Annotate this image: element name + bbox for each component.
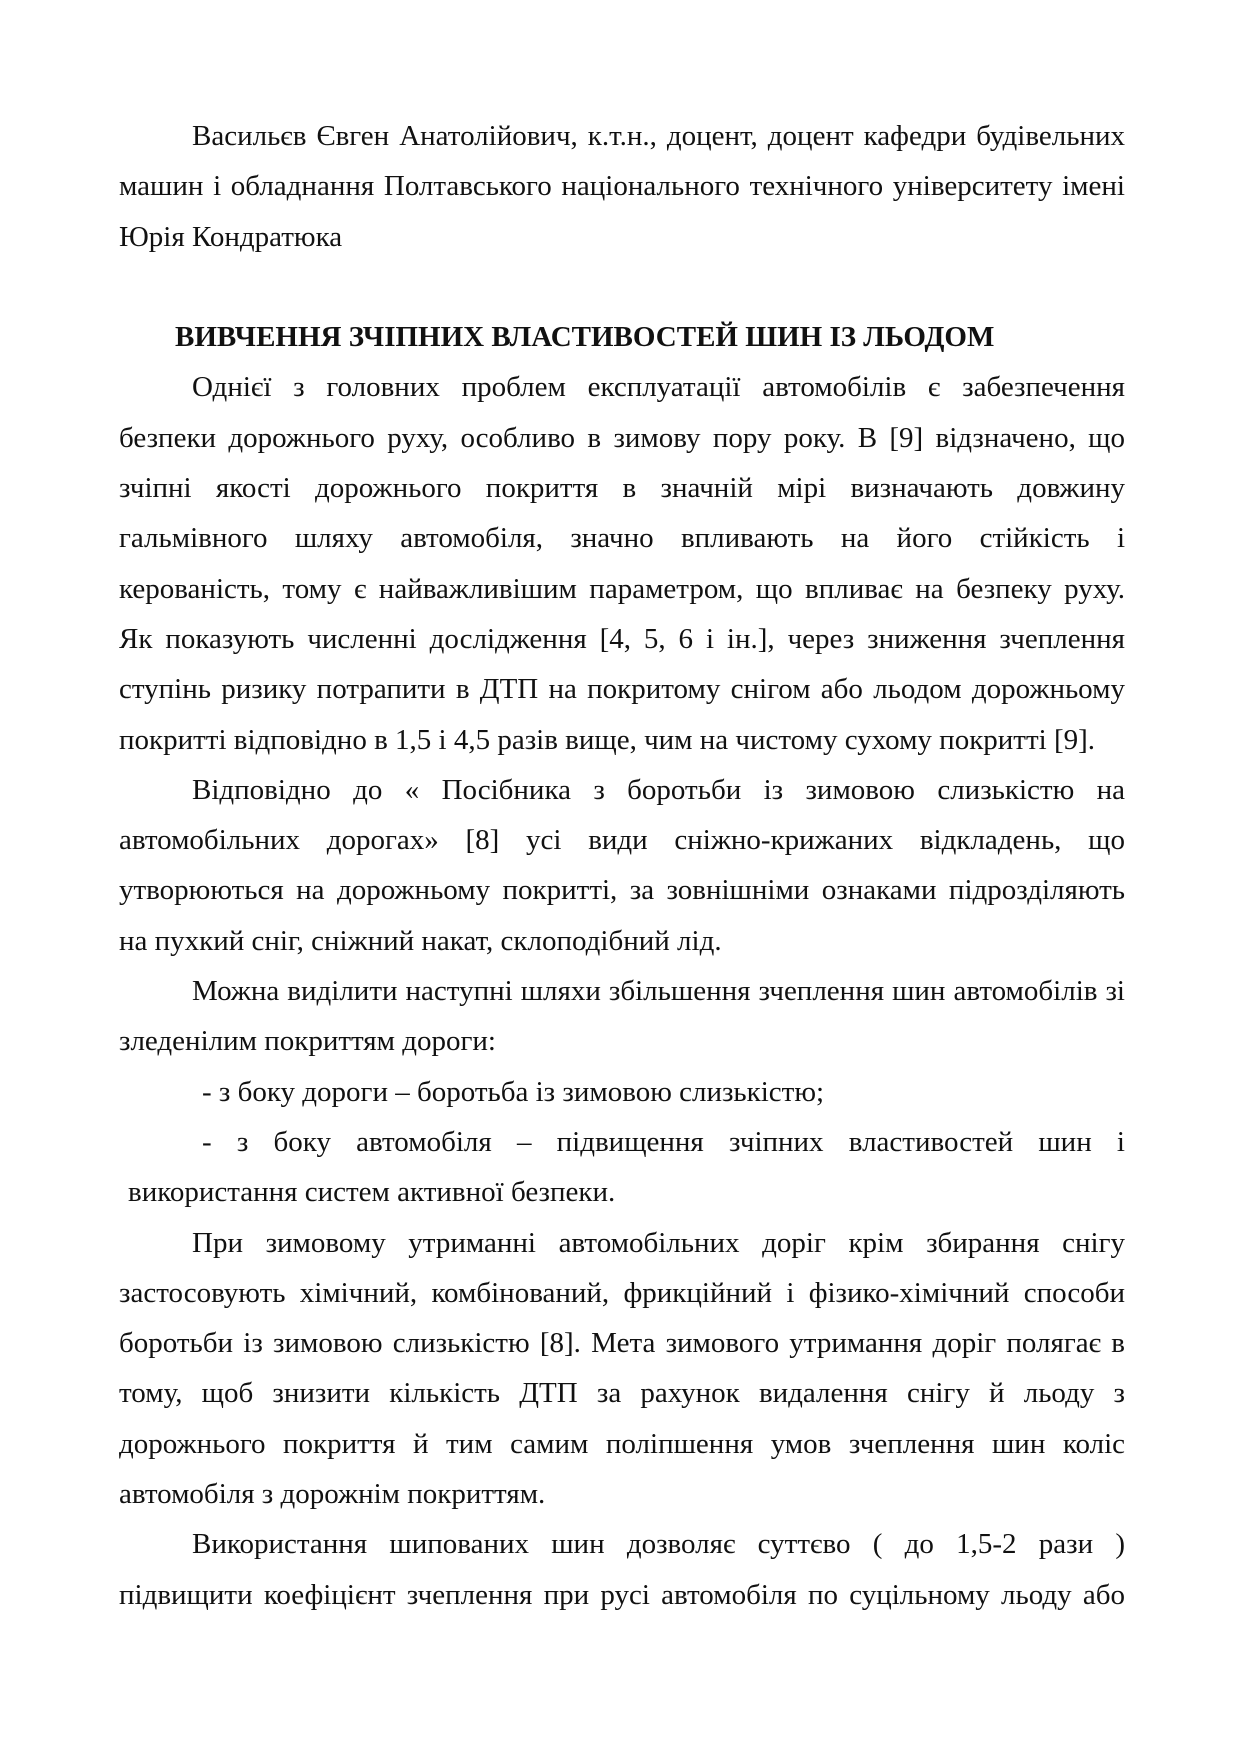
text-line: гальмівного шляху автомобіля, значно впливають на його стійкість і [119,522,1125,555]
text-line: Васильєв Євген Анатолійович, к.т.н., доцент, доцент кафедри будівельних [192,120,1125,152]
document-page [119,111,1125,1620]
list-item: - з боку дороги – боротьба із зимовою слизькістю; [202,1075,825,1108]
text-line: безпеки дорожнього руху, особливо в зимову пору року. В [9] відзначено, що [119,421,1125,454]
text-line: Відповідно до « Посібника з боротьби із зимовою слизькістю на [192,773,1125,806]
text-line: При зимовому утриманні автомобільних доріг крім збирання снігу [192,1226,1125,1259]
spacer [119,262,1125,312]
text-line: автомобільних дорогах» [8] усі види сніжно-крижаних відкладень, що [119,824,1125,857]
text-line: Юрія Кондратюка [119,220,343,253]
text-line: машин і обладнання Полтавського національного технічного університету імені [119,170,1125,203]
text-line: утворюються на дорожньому покритті, за зовнішніми ознаками підрозділяють [119,874,1125,907]
paragraph-5 [119,1519,1125,1620]
text-line: застосовують хімічний, комбінований, фрикційний і фізико-хімічний способи [119,1276,1125,1309]
bullet-list [119,1067,1125,1218]
text-line: зледенілим покриттям дороги: [119,1025,496,1058]
text-line: тому, щоб знизити кількість ДТП за рахунок видалення снігу й льоду з [119,1377,1125,1410]
text-line: Використання шипованих шин дозволяє суттєво ( до 1,5-2 рази ) [192,1528,1125,1561]
text-line: підвищити коефіцієнт зчеплення при русі автомобіля по суцільному льоду або [119,1578,1125,1611]
text-line: на пухкий сніг, сніжний накат, склоподібний лід. [119,924,722,957]
text-line: Однієї з головних проблем експлуатації автомобілів є забезпечення [192,371,1125,404]
paragraph-3 [119,966,1125,1067]
text-line: зчіпні якості дорожнього покриття в значній мірі визначають довжину [119,472,1125,505]
text-line: покритті відповідно в 1,5 і 4,5 разів вище, чим на чистому сухому покритті [9]. [119,723,1096,756]
paragraph-2 [119,765,1125,966]
text-line: Можна виділити наступні шляхи збільшення зчеплення шин автомобілів зі [192,975,1125,1008]
paragraph-1 [119,362,1125,764]
list-item: - з боку автомобіля – підвищення зчіпних властивостей шин і [202,1125,1125,1158]
text-line: керованість, тому є найважливішим параметром, що впливає на безпеку руху. [119,572,1125,605]
text-line: дорожнього покриття й тим самим поліпшення умов зчеплення шин коліс [119,1427,1125,1460]
article-title: ВИВЧЕННЯ ЗЧІПНИХ ВЛАСТИВОСТЕЙ ШИН ІЗ ЛЬОДОМ [175,321,995,354]
text-line: ступінь ризику потрапити в ДТП на покритому снігом або льодом дорожньому [119,673,1125,706]
paragraph-4 [119,1218,1125,1520]
author-block [119,111,1125,262]
text-line: боротьби із зимовою слизькістю [8]. Мета зимового утримання доріг полягає в [119,1327,1125,1360]
text-line: автомобіля з дорожнім покриттям. [119,1478,546,1511]
text-line: Як показують численні дослідження [4, 5, 6 і ін.], через зниження зчеплення [119,622,1125,655]
list-item-continuation: використання систем активної безпеки. [128,1176,616,1209]
